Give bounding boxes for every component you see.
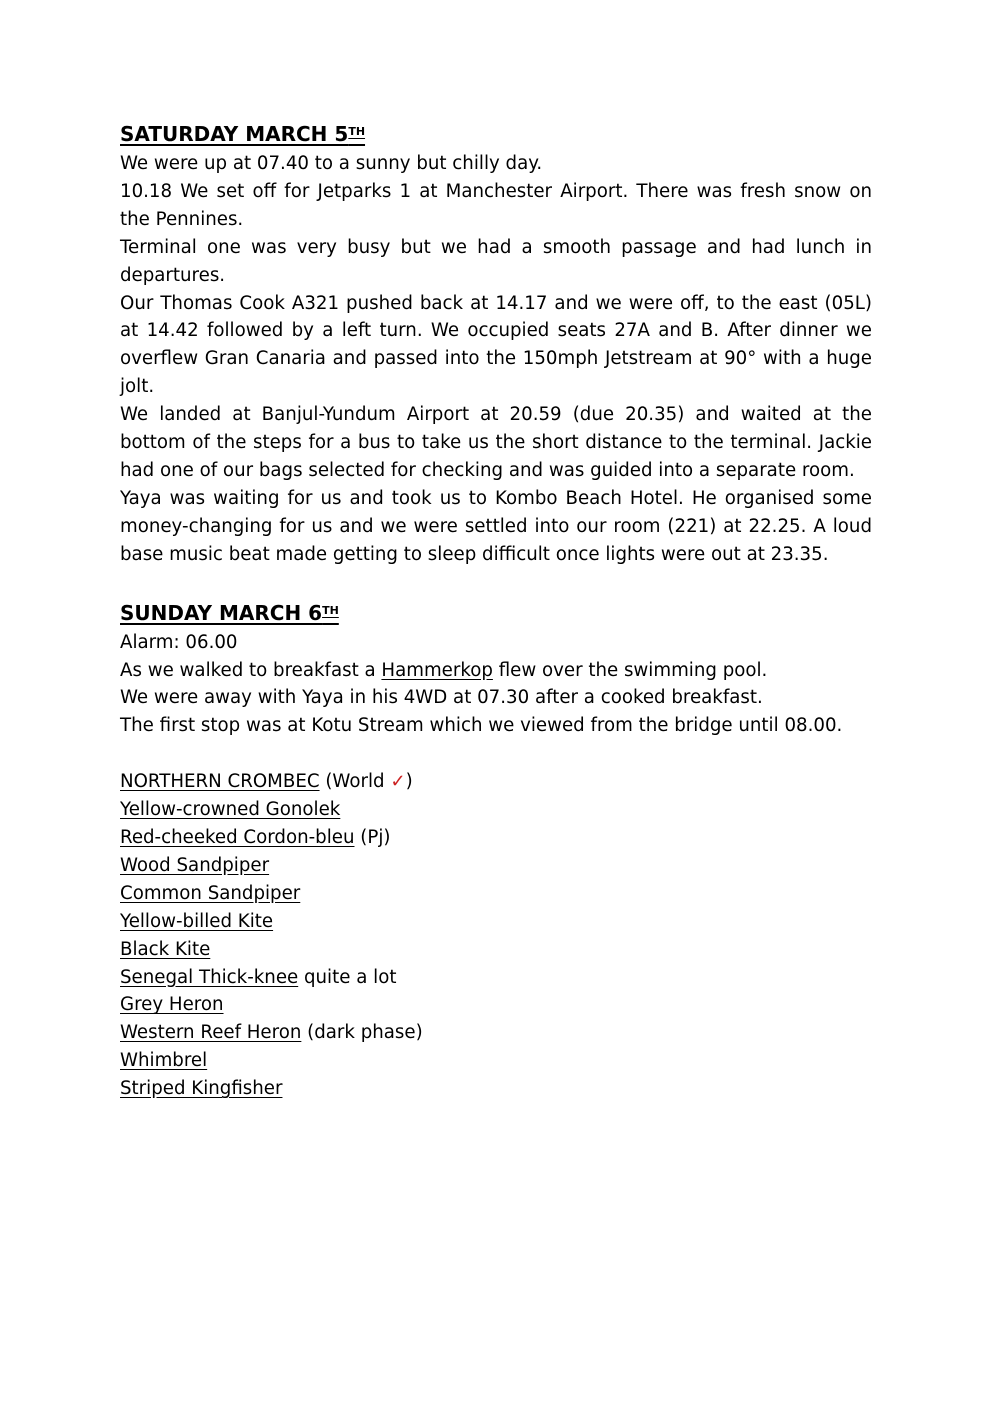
bird-note: quite a lot	[298, 966, 397, 988]
diary-paragraph: We were up at 07.40 to a sunny but chilly day.	[120, 153, 543, 174]
bird-list	[120, 768, 872, 1103]
bird-name: Common Sandpiper	[120, 882, 301, 904]
list-item	[120, 1075, 872, 1103]
diary-paragraph: Yaya was waiting for us and took us to Kombo Beach Hotel. He organised some money-changing for us and we were settled into our room (221) at 22.25. A loud base music beat made getting to sleep difficult once lights were out at 23.35.	[120, 487, 872, 565]
diary-paragraph: Our Thomas Cook A321 pushed back at 14.17 and we were off, to the east (05L) at 14.42 followed by a left turn. We occupied seats 27A and B. After dinner we overflew Gran Canaria and passed into the 150mph Jetstream at 90° with a huge jolt.	[120, 292, 872, 398]
bird-note: (Pj)	[354, 827, 391, 849]
bird-name: Wood Sandpiper	[120, 854, 270, 876]
walk-text-before: As we walked to breakfast a	[120, 659, 382, 681]
bird-name: Red-cheeked Cordon-bleu	[120, 827, 355, 849]
list-item	[120, 824, 872, 852]
bird-name: Yellow-billed Kite	[120, 910, 274, 932]
alarm-line: Alarm: 06.00	[120, 631, 238, 653]
section-spacer	[120, 569, 872, 597]
bird-name: Whimbrel	[120, 1050, 208, 1072]
diary-paragraph: Terminal one was very busy but we had a smooth passage and had lunch in departures.	[120, 236, 872, 286]
day-heading-sunday	[120, 597, 872, 629]
list-item	[120, 852, 872, 880]
bird-note-close: )	[405, 771, 413, 793]
bird-name: NORTHERN CROMBEC	[120, 771, 320, 793]
walk-text-after: flew over the swimming pool.	[492, 659, 768, 681]
list-item	[120, 991, 872, 1019]
day-heading-suffix: TH	[322, 603, 339, 617]
diary-paragraph: 10.18 We set off for Jetparks 1 at Manchester Airport. There was fresh snow on the Pennines.	[120, 180, 872, 230]
list-item	[120, 964, 872, 992]
list-item	[120, 1019, 872, 1047]
section-spacer	[120, 740, 872, 768]
bird-name: Striped Kingfisher	[120, 1078, 283, 1100]
list-item	[120, 908, 872, 936]
bird-name: Senegal Thick-knee	[120, 966, 299, 988]
day-heading-suffix: TH	[348, 125, 366, 138]
checkmark-icon: ✓	[390, 771, 406, 793]
list-item	[120, 796, 872, 824]
breakfast-walk-line	[120, 657, 872, 685]
bird-name-hammerkop: Hammerkop	[381, 659, 493, 681]
bird-name: Western Reef Heron	[120, 1022, 302, 1044]
diary-paragraph: We landed at Banjul-Yundum Airport at 20.59 (due 20.35) and waited at the bottom of the steps for a bus to take us the short distance to the terminal. Jackie had one of our bags selected for checking and was guided into a separate room.	[120, 404, 872, 481]
departure-line: We were away with Yaya in his 4WD at 07.30 after a cooked breakfast.	[120, 687, 763, 709]
bird-note: (dark phase)	[301, 1022, 423, 1044]
day-heading-saturday	[120, 118, 872, 150]
day-heading-text: SATURDAY MARCH 5	[120, 122, 349, 146]
list-item	[120, 880, 872, 908]
list-item	[120, 768, 872, 796]
bird-name: Black Kite	[120, 938, 211, 960]
day-heading-text: SUNDAY MARCH 6	[120, 600, 323, 625]
list-item	[120, 1047, 872, 1075]
diary-page	[120, 118, 872, 1103]
bird-name: Yellow-crowned Gonolek	[120, 799, 341, 821]
list-item	[120, 936, 872, 964]
first-stop-line: The first stop was at Kotu Stream which we viewed from the bridge until 08.00.	[120, 715, 843, 737]
bird-name: Grey Heron	[120, 994, 224, 1016]
bird-note: (World	[319, 771, 391, 793]
